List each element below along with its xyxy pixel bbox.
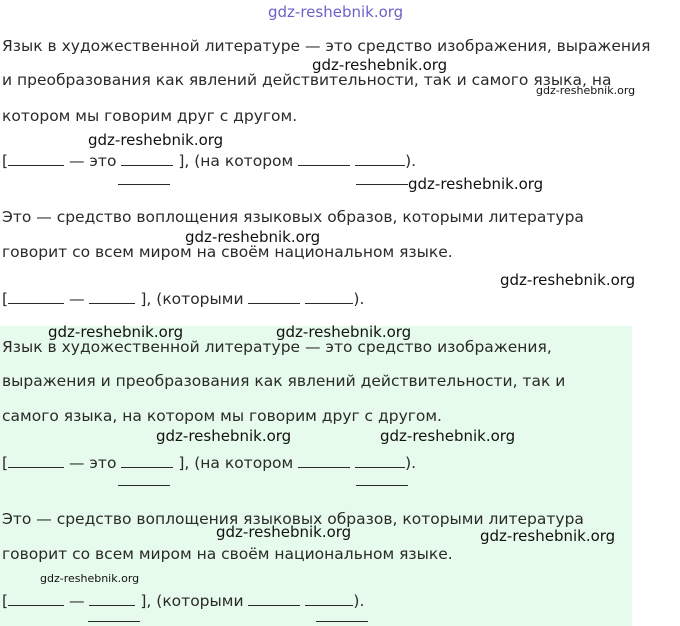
blank: [305, 591, 353, 606]
scheme-clause: ], (на котором: [178, 454, 294, 472]
exercise-line-5: говорит со всем миром на своём национальном языке.: [2, 243, 453, 261]
answer-line-4: Это — средство воплощения языковых образов, которыми литература: [2, 510, 584, 528]
exercise-line-1: Язык в художественной литературе — это средство изображения, выражения: [2, 37, 651, 55]
blank: [355, 453, 405, 468]
answer-line-1: Язык в художественной литературе — это средство изображения,: [2, 338, 552, 356]
exercise-scheme-2: [2, 289, 364, 309]
underline-mark: [88, 621, 140, 622]
bracket-open: [: [2, 290, 9, 308]
watermark: gdz-reshebnik.org: [480, 527, 616, 545]
underline-mark: [118, 485, 170, 486]
watermark: gdz-reshebnik.org: [156, 427, 292, 445]
blank: [8, 289, 64, 304]
scheme-end: ).: [405, 152, 417, 170]
watermark-top: gdz-reshebnik.org: [268, 3, 404, 21]
watermark: gdz-reshebnik.org: [312, 56, 448, 74]
bracket-open: [: [2, 592, 9, 610]
underline-mark: [316, 621, 368, 622]
blank: [248, 591, 300, 606]
exercise-line-2: и преобразования как явлений действительности, так и самого языка, на: [2, 71, 612, 89]
scheme-clause: ], (которыми: [140, 290, 244, 308]
scheme-end: ).: [405, 454, 417, 472]
watermark: gdz-reshebnik.org: [185, 228, 321, 246]
scheme-end: ).: [353, 290, 365, 308]
blank: [121, 151, 173, 166]
watermark: gdz-reshebnik.org: [216, 523, 352, 541]
underline-mark: [356, 485, 408, 486]
answer-line-2: выражения и преобразования как явлений действительности, так и: [2, 372, 566, 390]
bracket-open: [: [2, 152, 9, 170]
answer-scheme-2: [2, 591, 364, 611]
answer-scheme-1: [2, 453, 416, 473]
watermark: gdz-reshebnik.org: [380, 427, 516, 445]
watermark: gdz-reshebnik.org: [88, 131, 224, 149]
scheme-dash-text: —: [69, 290, 85, 308]
blank: [355, 151, 405, 166]
scheme-clause: ], (которыми: [140, 592, 244, 610]
exercise-line-4: Это — средство воплощения языковых образов, которыми литература: [2, 208, 584, 226]
watermark: gdz-reshebnik.org: [276, 323, 412, 341]
blank: [8, 591, 64, 606]
blank: [8, 151, 64, 166]
watermark: gdz-reshebnik.org: [536, 84, 636, 97]
scheme-clause: ], (на котором: [178, 152, 294, 170]
blank: [305, 289, 353, 304]
watermark: gdz-reshebnik.org: [48, 323, 184, 341]
blank: [89, 591, 135, 606]
watermark: gdz-reshebnik.org: [408, 175, 544, 193]
underline-mark: [356, 184, 408, 185]
scheme-end: ).: [353, 592, 365, 610]
answer-line-5: говорит со всем миром на своём национальном языке.: [2, 545, 453, 563]
underline-mark: [118, 184, 170, 185]
scheme-dash-text: —: [69, 592, 85, 610]
blank: [298, 453, 350, 468]
scheme-dash-text: — это: [69, 454, 117, 472]
bracket-open: [: [2, 454, 9, 472]
blank: [248, 289, 300, 304]
exercise-line-3: котором мы говорим друг с другом.: [2, 107, 298, 125]
scheme-dash-text: — это: [69, 152, 117, 170]
blank: [89, 289, 135, 304]
watermark: gdz-reshebnik.org: [500, 271, 636, 289]
exercise-scheme-1: [2, 151, 416, 171]
answer-line-3: самого языка, на котором мы говорим друг с другом.: [2, 407, 442, 425]
watermark: gdz-reshebnik.org: [40, 572, 140, 585]
blank: [298, 151, 350, 166]
blank: [121, 453, 173, 468]
blank: [8, 453, 64, 468]
